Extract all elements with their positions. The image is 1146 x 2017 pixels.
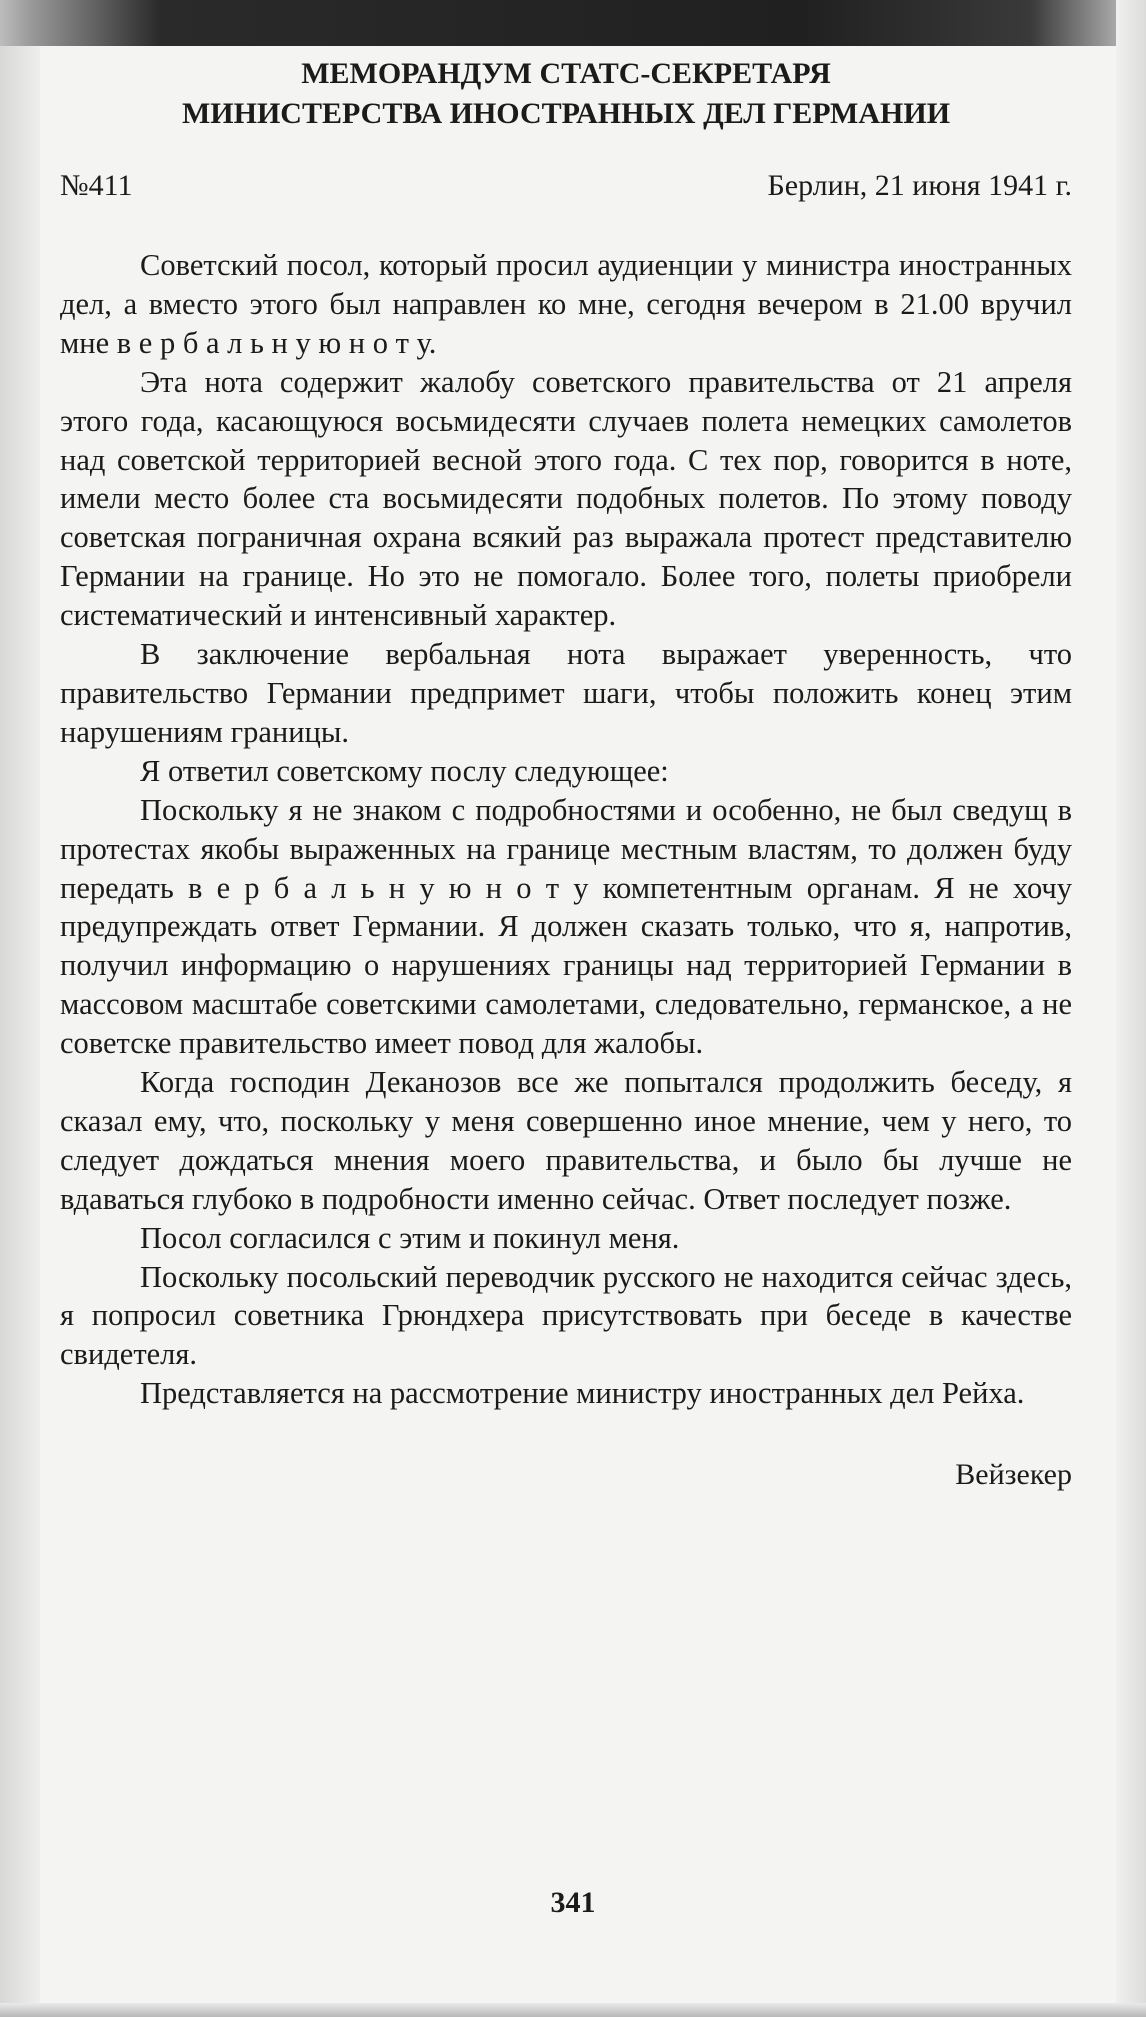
document-number: №411: [60, 169, 133, 202]
scan-bottom-edge: [0, 2003, 1146, 2017]
paragraph-9: Представляется на рассмотрение министру иностранных дел Рейха.: [140, 1376, 1025, 1411]
title-line-1: МЕМОРАНДУМ СТАТС-СЕКРЕТАРЯ: [301, 57, 831, 90]
document-page: [60, 46, 1072, 1495]
paragraph-4: Я ответил советскому послу следующее:: [140, 753, 669, 788]
scan-top-edge: [0, 0, 1146, 46]
document-place-date: Берлин, 21 июня 1941 г.: [767, 169, 1072, 202]
paragraph-3: В заключение вербальная нота выражает уверенность, что правительство Германии предпримет шаги, чтобы положить конец этим нарушениям границы.: [60, 637, 1072, 749]
document-title: [60, 54, 1072, 134]
title-line-2: МИНИСТЕРСТВА ИНОСТРАННЫХ ДЕЛ ГЕРМАНИИ: [181, 97, 951, 130]
paragraph-5: Поскольку я не знаком с подробностями и особенно, не был сведущ в протестах якобы выраженных на границе местным властям, то должен буду передать в е р б а л ь н у ю н о т у компетентным органам. Я не хочу предупреждать ответ Германии. Я должен сказать только, что я, напротив, получил информацию о нарушениях границы над территорией Германии в массовом масштабе советскими самолетами, следовательно, германское, а не советске правительство имеет повод для жалобы.: [60, 792, 1072, 1061]
paragraph-2: Эта нота содержит жалобу советского правительства от 21 апреля этого года, касающуюся восьмидесяти случаев полета немецких самолетов над советской территорией весной этого года. С тех пор, говорится в ноте, имели место более ста восьмидесяти подобных полетов. По этому поводу советская пограничная охрана всякий раз выражала протест представителю Германии на границе. Но это не помогало. Более того, полеты приобрели систематический и интенсивный характер.: [60, 364, 1072, 633]
signature: Вейзекер: [955, 1458, 1072, 1492]
document-meta: [60, 166, 1072, 206]
page-number: 341: [550, 1886, 596, 1919]
scan-left-edge: [0, 0, 40, 2017]
paragraph-8: Поскольку посольский переводчик русского не находится сейчас здесь, я попросил советника Грюндхера присутствовать при беседе в качестве свидетеля.: [60, 1259, 1072, 1372]
scan-right-edge: [1116, 0, 1146, 2017]
paragraph-6: Когда господин Деканозов все же попытался продолжить беседу, я сказал ему, что, поскольку у меня совершенно иное мнение, чем у него, то следует дождаться мнения моего правительства, и было бы лучше не вдаваться глубоко в подробности именно сейчас. Ответ последует позже.: [60, 1065, 1072, 1216]
paragraph-7: Посол согласился с этим и покинул меня.: [140, 1220, 680, 1255]
paragraph-1: Советский посол, который просил аудиенции у министра иностранных дел, а вместо этого был направлен ко мне, сегодня вечером в 21.00 вручил мне в е р б а л ь н у ю н о т у.: [60, 248, 1072, 360]
document-body: [60, 246, 1072, 1413]
